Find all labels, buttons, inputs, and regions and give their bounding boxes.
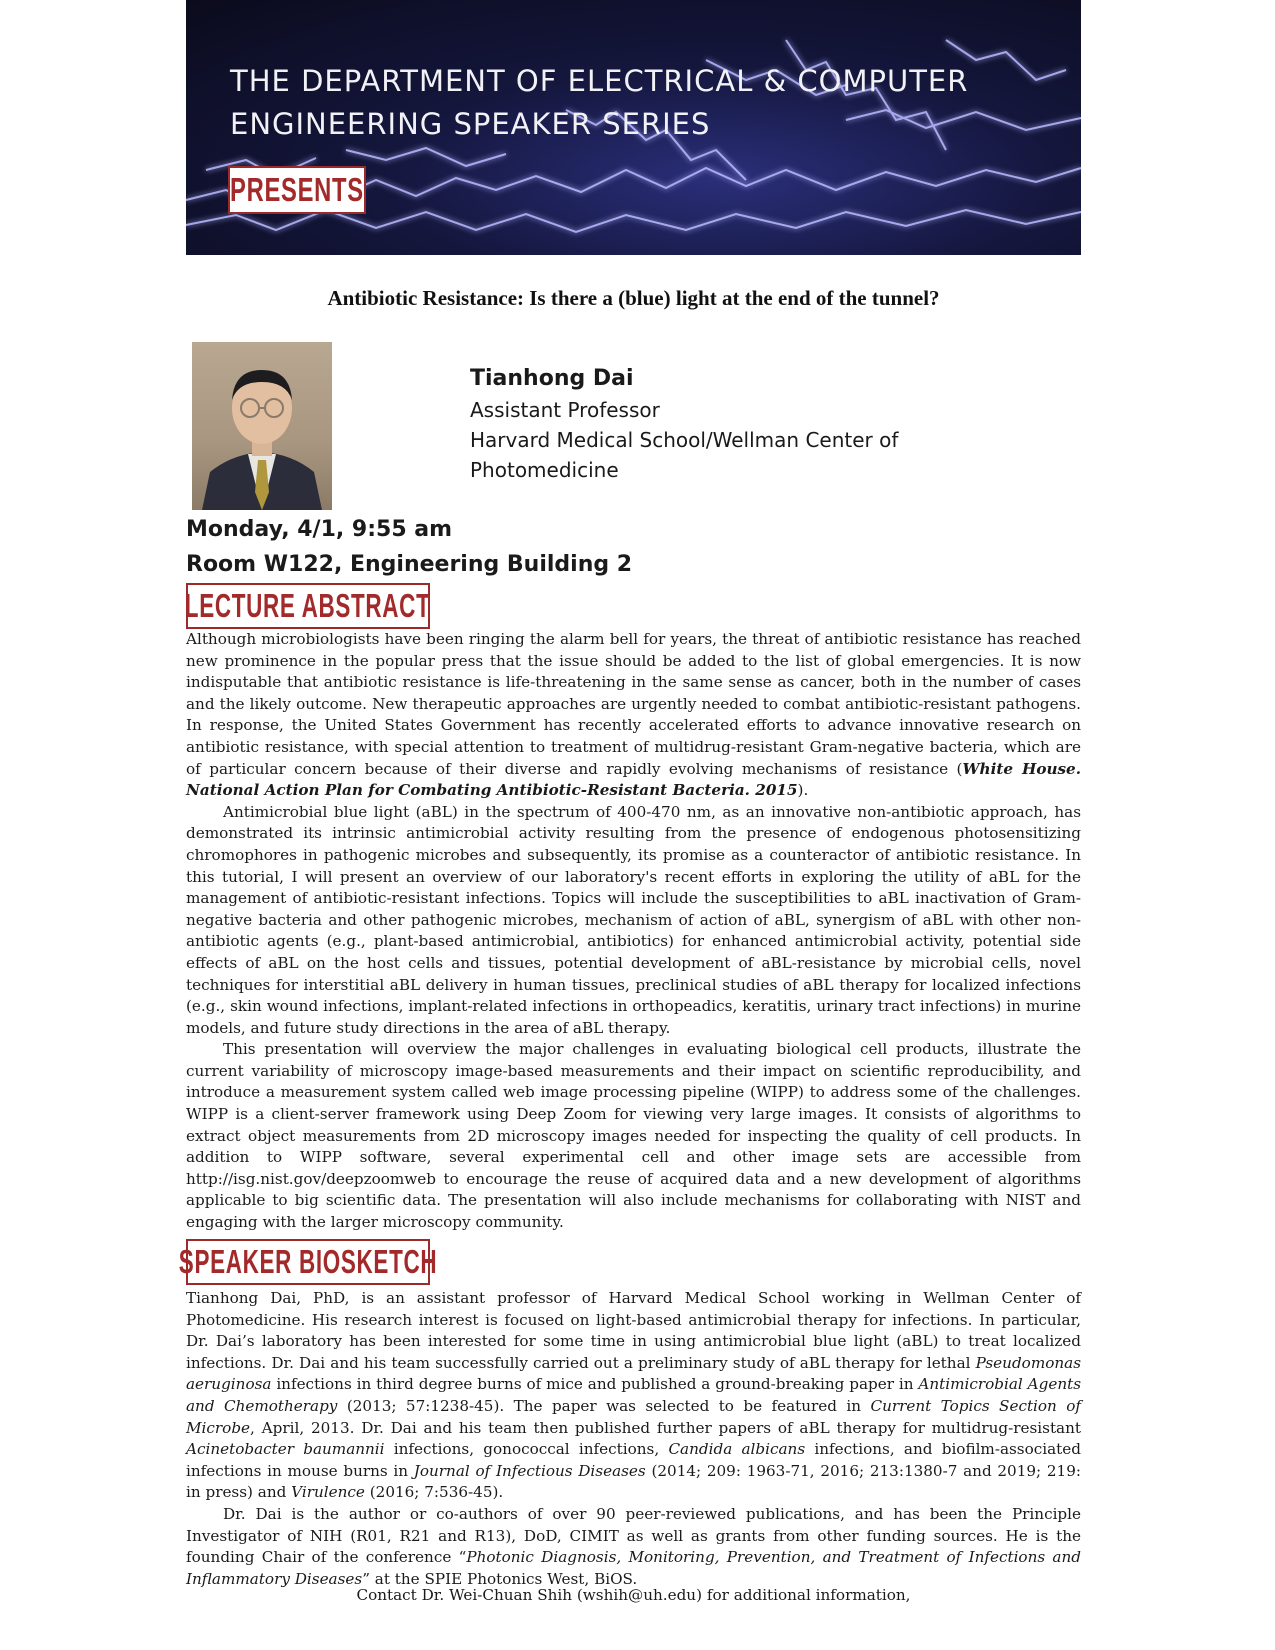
speaker-info bbox=[470, 366, 1030, 485]
bio-p1-f: infections, and biofilm-associated infections in mouse burns in bbox=[186, 1440, 1081, 1480]
bio-p1-i3: Current Topics Section of Microbe bbox=[186, 1396, 1082, 1437]
presents-badge bbox=[228, 166, 366, 214]
series-title-line2: ENGINEERING SPEAKER SERIES bbox=[230, 107, 711, 141]
speaker-portrait-icon bbox=[192, 342, 332, 510]
event-datetime: Monday, 4/1, 9:55 am bbox=[186, 517, 453, 542]
bio-p2-b: ” at the SPIE Photonics West, BiOS. bbox=[362, 1569, 638, 1588]
abstract-p1-end: ). bbox=[797, 781, 809, 800]
contact-line: Contact Dr. Wei-Chuan Shih (wshih@uh.edu) for additional information, bbox=[356, 1586, 911, 1604]
bio-p1-e: infections, gonococcal infections, bbox=[384, 1440, 669, 1459]
series-title bbox=[230, 60, 1070, 146]
event-location: Room W122, Engineering Building 2 bbox=[186, 552, 633, 577]
presents-label: PRESENTS bbox=[230, 171, 364, 208]
speaker-photo bbox=[192, 342, 332, 510]
bio-p1-a: Tianhong Dai, PhD, is an assistant professor of Harvard Medical School working in Wellman Center of Photomedicine. His research interest is focused on light-based antimicrobial therapy for infections. In particular, Dr. Dai’s laboratory has been interested for some time in using antimicrobial blue light (aBL) to treat localized infections. Dr. Dai and his team successfully carried out a preliminary study of aBL therapy for lethal bbox=[186, 1289, 1081, 1372]
speaker-affiliation-line2: Photomedicine bbox=[470, 458, 619, 482]
abstract-body bbox=[186, 629, 1081, 1234]
speaker-affiliation-line1: Harvard Medical School/Wellman Center of bbox=[470, 428, 899, 452]
bio-p1-h: (2016; 7:536-45). bbox=[364, 1483, 504, 1502]
biosketch-heading-badge bbox=[178, 1239, 438, 1285]
biosketch-body bbox=[186, 1288, 1081, 1590]
bio-p2-a: Dr. Dai is the author or co-authors of over 90 peer-reviewed publications, and has been the Principle Investigator of NIH (R01, R21 and R13), DoD, CIMIT as well as grants from other funding sources. He is the founding Chair of the conference “ bbox=[186, 1504, 1081, 1567]
bio-p1-i7: Virulence bbox=[291, 1483, 365, 1502]
bio-p1-i4: Acinetobacter baumannii bbox=[186, 1440, 385, 1459]
abstract-paragraph-3: This presentation will overview the major challenges in evaluating biological cell products, illustrate the current variability of microscopy image-based measurements and their impact on scientific reproducibility, and introduce a measurement system called web image processing pipeline (WIPP) to address some of the challenges. WIPP is a client-server framework using Deep Zoom for viewing very large images. It consists of algorithms to extract object measurements from 2D microscopy images needed for inspecting the quality of cell products. In addition to WIPP software, several experimental cell and other image sets are accessible from http://isg.nist.gov/deepzoomweb to encourage the reuse of acquired data and a new development of algorithms applicable to big scientific data. The presentation will also include mechanisms for collaborating with NIST and engaging with the larger microscopy community. bbox=[186, 1040, 1081, 1232]
abstract-paragraph-2: Antimicrobial blue light (aBL) in the spectrum of 400-470 nm, as an innovative non-antibiotic approach, has demonstrated its intrinsic antimicrobial activity resulting from the presence of endogenous photosensitizing chromophores in pathogenic microbes and subsequently, its promise as a counteractor of antibiotic resistance. In this tutorial, I will present an overview of our laboratory's recent efforts in exploring the utility of aBL for the management of antibiotic-resistant infections. Topics will include the susceptibilities to aBL inactivation of Gram-negative bacteria and other pathogenic microbes, mechanism of action of aBL, synergism of aBL with other non-antibiotic agents (e.g., plant-based antimicrobial, antibiotics) for enhanced antimicrobial activity, potential side effects of aBL on the host cells and tissues, potential development of aBL-resistance by microbial cells, novel techniques for interstitial aBL delivery in human tissues, preclinical studies of aBL therapy for localized infections (e.g., skin wound infections, implant-related infections in orthopeadics, keratitis, urinary tract infections) in murine models, and future study directions in the area of aBL therapy. bbox=[186, 802, 1081, 1037]
abstract-p1-text: Although microbiologists have been ringing the alarm bell for years, the threat of antibiotic resistance has reached new prominence in the popular press that the issue should be added to the list of global emergencies. It is now indisputable that antibiotic resistance is life-threatening in the same sense as cancer, both in the number of cases and the likely outcome. New therapeutic approaches are urgently needed to combat antibiotic-resistant pathogens. In response, the United States Government has recently accelerated efforts to advance innovative research on antibiotic resistance, with special attention to treatment of multidrug-resistant Gram-negative bacteria, which are of particular concern because of their diverse and rapidly evolving mechanisms of resistance ( bbox=[186, 630, 1081, 778]
bio-p1-i6: Journal of Infectious Diseases bbox=[413, 1461, 646, 1480]
speaker-name: Tianhong Dai bbox=[470, 366, 634, 391]
bio-p1-b: infections in third degree burns of mice and published a ground-breaking paper in bbox=[271, 1375, 919, 1394]
abstract-paragraph-1 bbox=[186, 629, 1081, 802]
header-banner bbox=[186, 0, 1081, 255]
bio-p1-c: (2013; 57:1238-45). The paper was selected to be featured in bbox=[337, 1396, 871, 1415]
bio-p1-i1: Pseudomonas aeruginosa bbox=[186, 1353, 1081, 1394]
abstract-heading: LECTURE ABSTRACT bbox=[185, 587, 431, 624]
speaker-position: Assistant Professor bbox=[470, 398, 660, 422]
series-title-line1: THE DEPARTMENT OF ELECTRICAL & COMPUTER bbox=[230, 64, 969, 98]
event-details bbox=[186, 512, 886, 582]
bio-p2-i1: Photonic Diagnosis, Monitoring, Prevention, and Treatment of Infections and Inflammatory Diseases bbox=[186, 1548, 1081, 1588]
talk-title: Antibiotic Resistance: Is there a (blue) light at the end of the tunnel? bbox=[327, 286, 940, 310]
bio-p1-g: (2014; 209: 1963-71, 2016; 213:1380-7 and 2019; 219: in press) and bbox=[186, 1461, 1081, 1502]
biosketch-heading: SPEAKER BIOSKETCH bbox=[178, 1243, 438, 1280]
bio-paragraph-1 bbox=[186, 1288, 1081, 1504]
abstract-citation: White House. National Action Plan for Combating Antibiotic-Resistant Bacteria. 2015 bbox=[186, 759, 1081, 800]
bio-paragraph-2 bbox=[186, 1504, 1081, 1590]
bio-p1-d: , April, 2013. Dr. Dai and his team then published further papers of aBL therapy for multidrug-resistant bbox=[250, 1418, 1081, 1437]
bio-p1-i2: Antimicrobial Agents and Chemotherapy bbox=[186, 1375, 1081, 1415]
bio-p1-i5: Candida albicans bbox=[668, 1440, 806, 1459]
abstract-heading-badge bbox=[186, 583, 430, 629]
